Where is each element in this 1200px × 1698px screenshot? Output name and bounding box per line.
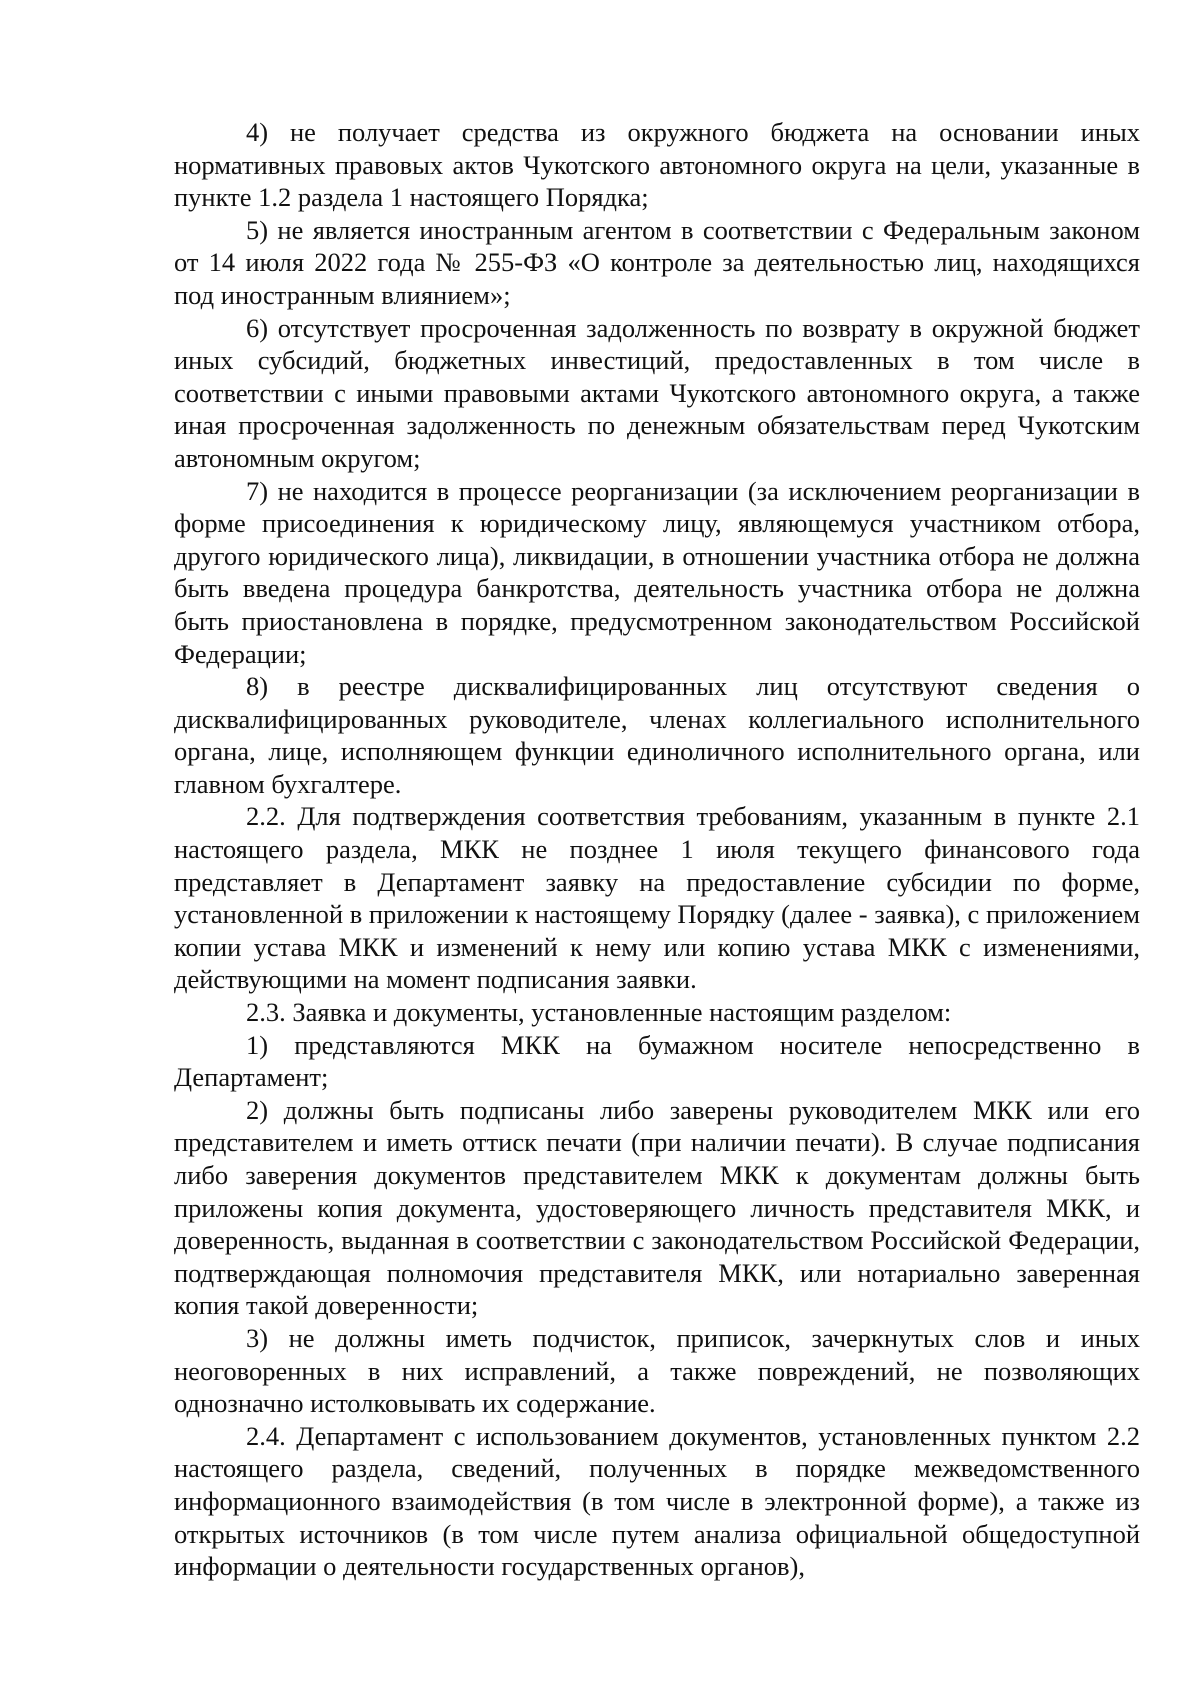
paragraph-2-3: 2.3. Заявка и документы, установленные настоящим разделом: [246, 997, 952, 1028]
paragraph-item-5: 5) не является иностранным агентом в соответствии с Федеральным законом от 14 июля 2022 года № 255-ФЗ «О контроле за деятельностью лиц, находящихся под иностранным влиянием»; [174, 214, 1140, 310]
paragraph-2-4: 2.4. Департамент с использованием документов, установленных пунктом 2.2 настоящего раздела, сведений, полученных в порядке межведомственного информационного взаимодействия (в том числе в электронной форме), а также из открытых источников (в том числе путем анализа официальной общедоступной информации о деятельности государственных органов), [174, 1420, 1140, 1582]
paragraph-2-3-item-3: 3) не должны иметь подчисток, приписок, зачеркнутых слов и иных неоговоренных в них исправлений, а также повреждений, не позволяющих однозначно истолковывать их содержание. [174, 1322, 1140, 1419]
paragraph-2-3-item-2: 2) должны быть подписаны либо заверены руководителем МКК или его представителем и иметь оттиск печати (при наличии печати). В случае подписания либо заверения документов представителем МКК к документам должны быть приложены копия документа, удостоверяющего личность представителя МКК, и доверенность, выданная в соответствии с законодательством Российской Федерации, подтверждающая полномочия представителя МКК, или нотариально заверенная копия такой доверенности; [174, 1094, 1140, 1321]
paragraph-item-7: 7) не находится в процессе реорганизации (за исключением реорганизации в форме присоединения к юридическому лицу, являющемуся участником отбора, другого юридического лица), ликвидации, в отношении участника отбора не должна быть введена процедура банкротства, деятельность участника отбора не должна быть приостановлена в порядке, предусмотренном законодательством Российской Федерации; [174, 475, 1140, 669]
paragraph-item-6: 6) отсутствует просроченная задолженность по возврату в окружной бюджет иных субсидий, бюджетных инвестиций, предоставленных в том числе в соответствии с иными правовыми актами Чукотского автономного округа, а также иная просроченная задолженность по денежным обязательствам перед Чукотским автономным округом; [174, 312, 1140, 473]
paragraph-item-8: 8) в реестре дисквалифицированных лиц отсутствуют сведения о дисквалифицированных руководителе, членах коллегиального исполнительного органа, лице, исполняющем функции единоличного исполнительного органа, или главном бухгалтере. [174, 671, 1140, 799]
paragraph-item-4: 4) не получает средства из окружного бюджета на основании иных нормативных правовых актов Чукотского автономного округа на цели, указанные в пункте 1.2 раздела 1 настоящего Порядка; [174, 117, 1140, 213]
paragraph-2-3-item-1: 1) представляются МКК на бумажном носителе непосредственно в Департамент; [174, 1029, 1140, 1093]
paragraph-2-2: 2.2. Для подтверждения соответствия требованиям, указанным в пункте 2.1 настоящего раздела, МКК не позднее 1 июля текущего финансового года представляет в Департамент заявку на предоставление субсидии по форме, установленной в приложении к настоящему Порядку (далее - заявка), с приложением копии устава МКК и изменений к нему или копию устава МКК с изменениями, действующими на момент подписания заявки. [174, 801, 1140, 995]
document-page [174, 116, 1140, 1583]
